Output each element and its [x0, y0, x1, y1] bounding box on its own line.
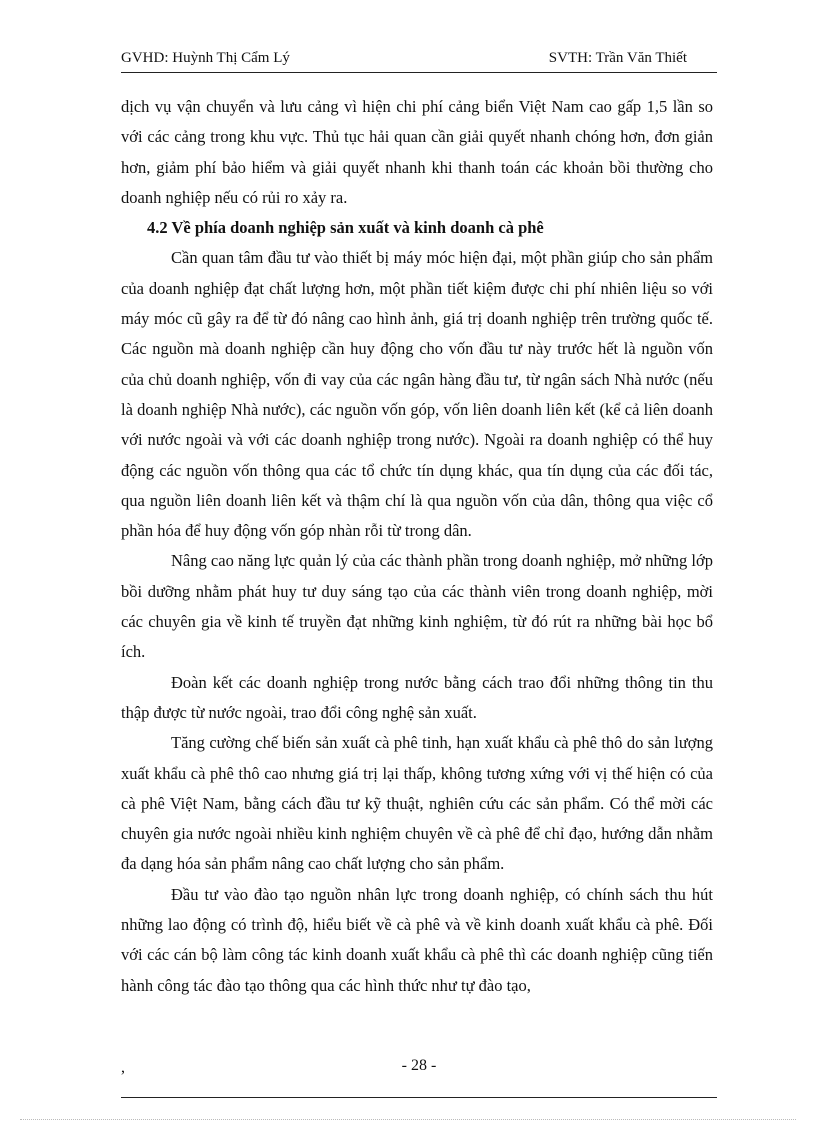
document-body — [121, 92, 713, 1001]
paragraph: Nâng cao năng lực quản lý của các thành phần trong doanh nghiệp, mở những lớp bồi dưỡng nhằm phát huy tư duy sáng tạo của các thành viên trong doanh nghiệp, mời các chuyên gia về kinh tế truyền đạt những kinh nghiệm, từ đó rút ra những bài học bổ ích. — [121, 551, 713, 662]
paragraph: Tăng cường chế biến sản xuất cà phê tinh, hạn xuất khẩu cà phê thô do sản lượng xuất khẩu cà phê thô cao nhưng giá trị lại thấp, không tương xứng với vị thế hiện có của cà phê Việt Nam, bằng cách đầu tư kỹ thuật, nghiên cứu các sản phẩm. Có thể mời các chuyên gia nước ngoài nhiều kinh nghiệm chuyên về cà phê để chỉ đạo, hướng dẫn nhằm đa dạng hóa sản phẩm nâng cao chất lượng cho sản phẩm. — [121, 733, 713, 874]
paragraph: Đoàn kết các doanh nghiệp trong nước bằng cách trao đổi những thông tin thu thập được từ nước ngoài, trao đổi công nghệ sản xuất. — [121, 672, 713, 722]
section-heading: 4.2 Về phía doanh nghiệp sản xuất và kinh doanh cà phê — [147, 218, 544, 238]
page-footer — [121, 1057, 717, 1098]
student-label: SVTH: Trần Văn Thiết — [548, 50, 687, 66]
page-number: - 28 - — [401, 1057, 437, 1074]
footer-mark: , — [121, 1059, 125, 1076]
supervisor-label: GVHD: Huỳnh Thị Cẩm Lý — [121, 50, 290, 66]
paragraph-continuation: dịch vụ vận chuyển và lưu cảng vì hiện chi phí cảng biển Việt Nam cao gấp 1,5 lần so với các cảng trong khu vực. Thủ tục hải quan cần giải quyết nhanh chóng hơn, đơn giản hơn, giảm phí bảo hiểm và giải quyết nhanh khi thanh toán các khoản bồi thường cho doanh nghiệp nếu có rủi ro xảy ra. — [121, 97, 713, 207]
paragraph: Đầu tư vào đào tạo nguồn nhân lực trong doanh nghiệp, có chính sách thu hút những lao động có trình độ, hiểu biết về cà phê và về kinh doanh xuất khẩu cà phê. Đối với các cán bộ làm công tác kinh doanh xuất khẩu cà phê thì các doanh nghiệp cũng tiến hành công tác đào tạo thông qua các hình thức như tự đào tạo, — [121, 884, 713, 995]
page-edge-divider — [20, 1119, 796, 1120]
page-header — [121, 50, 717, 73]
paragraph: Cần quan tâm đầu tư vào thiết bị máy móc hiện đại, một phần giúp cho sản phẩm của doanh nghiệp đạt chất lượng hơn, một phần tiết kiệm được chi phí nhiên liệu so với máy móc cũ gây ra để từ đó nâng cao hình ảnh, giá trị doanh nghiệp trên trường quốc tế. Các nguồn mà doanh nghiệp cần huy động cho vốn đầu tư này trước hết là nguồn vốn của chủ doanh nghiệp, vốn đi vay của các ngân hàng đầu tư, từ ngân sách Nhà nước (nếu là doanh nghiệp Nhà nước), các nguồn vốn góp, vốn liên doanh liên kết (kể cả liên doanh với nước ngoài và với các doanh nghiệp trong nước). Ngoài ra doanh nghiệp có thể huy động các nguồn vốn thông qua các tổ chức tín dụng khác, qua tín dụng của các đối tác, qua nguồn liên doanh liên kết và thậm chí là qua nguồn vốn của dân, thông qua việc cổ phần hóa để huy động vốn góp nhàn rỗi từ trong dân. — [121, 248, 713, 541]
